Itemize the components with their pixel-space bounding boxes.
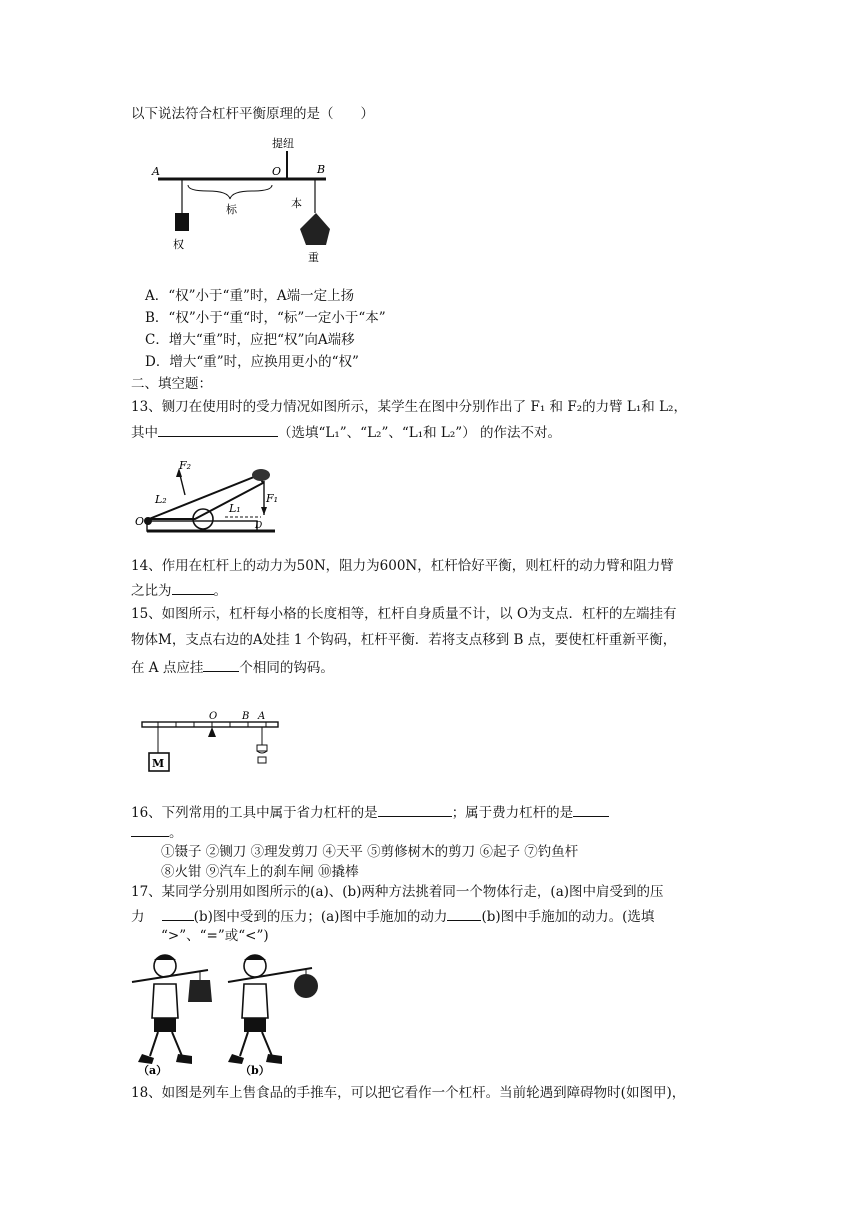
q16-suffix: 。	[169, 825, 183, 841]
q13-answer-blank[interactable]	[158, 422, 278, 437]
guillotine-figure	[135, 455, 285, 540]
q14-prefix: 之比为	[131, 583, 172, 599]
label-A: A	[258, 711, 266, 722]
q14-answer-blank[interactable]	[172, 580, 214, 595]
q15-line1: 15、如图所示，杠杆每小格的长度相等，杠杆自身质量不计，以 O为支点．杠杆的左端挂有	[131, 606, 677, 622]
q16-line2	[131, 822, 183, 843]
label-A: A	[152, 165, 160, 178]
q17-line2	[131, 906, 654, 927]
label-L1: L₁	[229, 502, 241, 515]
q17-part-b: (b)图中受到的压力；(a)图中手施加的动力	[193, 909, 448, 925]
label-D: D	[255, 521, 263, 531]
label-B: B	[242, 711, 250, 722]
q14-suffix: 。	[213, 583, 227, 599]
q14-line2	[131, 580, 227, 601]
label-F2: F₂	[179, 459, 192, 472]
q13-prefix: 其中	[131, 425, 158, 441]
q17-answer-blank-1[interactable]	[162, 906, 194, 921]
q15-answer-blank[interactable]	[203, 657, 239, 672]
carrier-figure	[130, 948, 340, 1076]
label-tiniu: 提纽	[272, 137, 294, 150]
q15-prefix: 在 A 点应挂	[131, 660, 204, 676]
q16-prefix: 16、下列常用的工具中属于省力杠杆的是	[131, 805, 378, 821]
label-zhong: 重	[308, 251, 319, 264]
q16-answer-blank-2b[interactable]	[131, 822, 169, 837]
q16-line1	[131, 802, 609, 823]
q17-part-c: (b)图中手施加的动力。(选填	[481, 909, 655, 925]
q17-line3: “>”、“=”或“<”)	[161, 928, 269, 944]
steelyard-figure	[148, 133, 348, 278]
q12-option-c: C．增大“重”时，应把“权”向A端移	[145, 332, 355, 348]
q16-tools-line2: ⑧火钳 ⑨汽车上的刹车闸 ⑩撬棒	[161, 864, 359, 880]
label-ben: 本	[291, 197, 302, 210]
q13-suffix: （选填“L₁”、“L₂”、“L₁和 L₂”） 的作法不对。	[278, 425, 561, 441]
q15-line3	[131, 657, 334, 678]
q15-line2: 物体M，支点右边的A处挂 1 个钩码，杠杆平衡．若将支点移到 B 点，要使杠杆重新平衡，	[131, 632, 677, 648]
q12-option-b: B．“权”小于“重“时，“标”一定小于“本”	[145, 310, 386, 326]
label-L2: L₂	[155, 493, 167, 506]
q17-answer-blank-2[interactable]	[447, 906, 481, 921]
label-B: B	[317, 163, 326, 176]
q14-line1: 14、作用在杠杆上的动力为50N，阻力为600N，杠杆恰好平衡，则杠杆的动力臂和阻力臂	[131, 558, 674, 574]
label-O: O	[209, 711, 218, 722]
q13-line2	[131, 422, 561, 443]
q16-answer-blank-1[interactable]	[378, 802, 452, 817]
q16-tools-line1: ①镊子 ②铡刀 ③理发剪刀 ④天平 ⑤剪修树木的剪刀 ⑥起子 ⑦钓鱼杆	[161, 844, 579, 860]
q16-mid: ；属于费力杠杆的是	[451, 805, 574, 821]
label-a: （a）	[138, 1064, 168, 1076]
q16-answer-blank-2a[interactable]	[573, 802, 609, 817]
q15-suffix: 个相同的钩码。	[239, 660, 334, 676]
q12-option-d: D．增大“重”时，应换用更小的“权”	[145, 354, 359, 370]
label-F1: F₁	[266, 492, 279, 505]
section-title: 二、填空题：	[131, 376, 212, 392]
label-O: O	[272, 165, 282, 178]
q17-line1: 17、某同学分别用如图所示的(a)、(b)两种方法挑着同一个物体行走，(a)图中肩受到的压	[131, 884, 664, 900]
label-M: M	[152, 757, 165, 770]
q12-option-a: A．“权”小于“重”时，A端一定上扬	[145, 288, 355, 304]
q12-stem: 以下说法符合杠杆平衡原理的是（ ）	[131, 106, 374, 122]
label-b: （b）	[240, 1064, 270, 1076]
q17-part-a: 力	[131, 909, 145, 925]
label-O: O	[135, 515, 145, 528]
lever-figure	[140, 705, 285, 780]
q18-line1: 18、如图是列车上售食品的手推车，可以把它看作一个杠杆。当前轮遇到障碍物时(如图甲)，	[131, 1085, 686, 1101]
label-biao: 标	[226, 203, 237, 216]
label-quan: 权	[173, 238, 184, 251]
q13-line1: 13、铡刀在使用时的受力情况如图所示，某学生在图中分别作出了 F₁ 和 F₂的力臂 L₁和 L₂，	[131, 399, 687, 415]
